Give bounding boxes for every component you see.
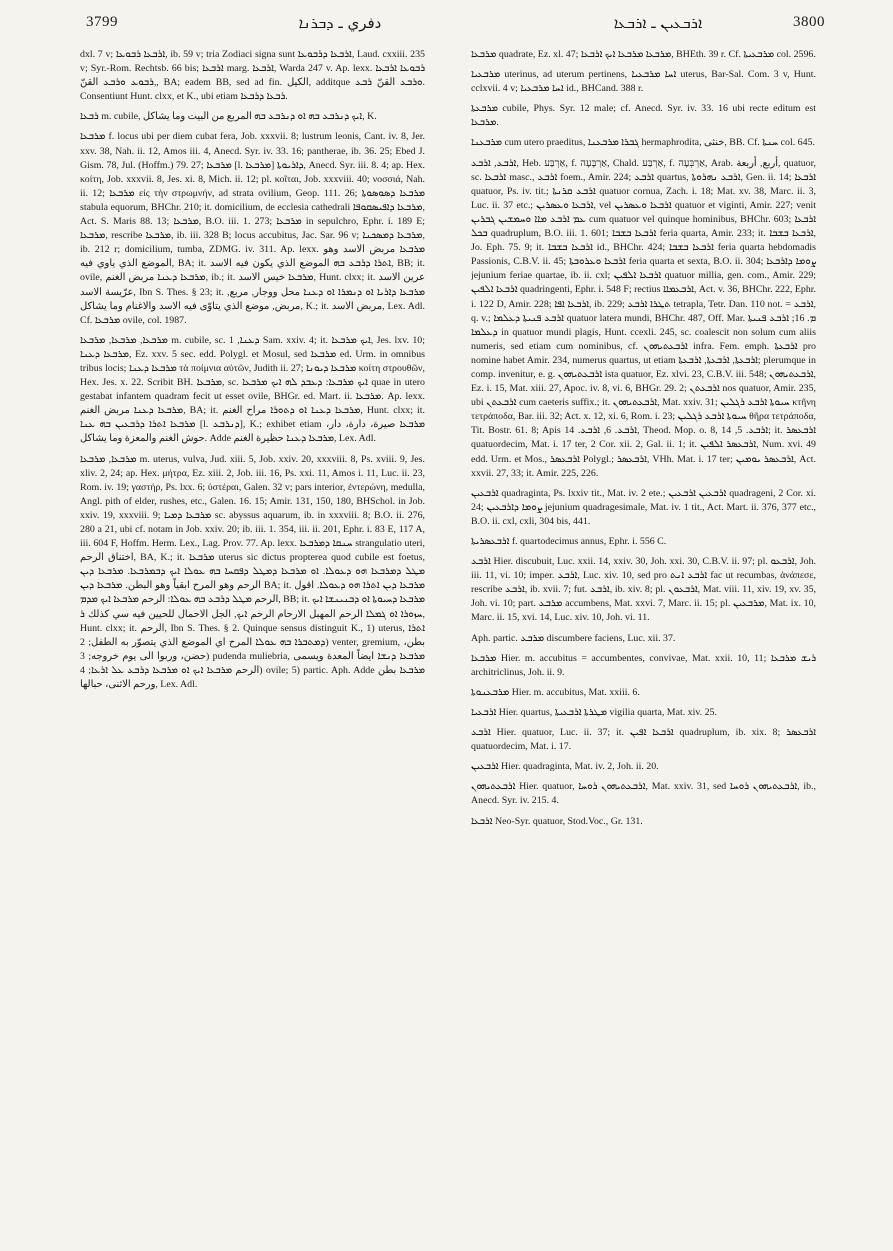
entry-paragraph: ܐܪܒܥ Hier. discubuit, Luc. xxii. 14, xxiv. 30, Joh. xxi. 30, C.B.V. ii. 97; pl. ܐܪܒܥܘ, Joh. iii. 11, vi. 10; imper. ܐܪܒܥ, Luc. xiv. 10, sed pro ܐܪܒܥ ܐܢܬ fac ut recumbas, ἀνάπεσε, rescribe ܐܪܒܥ, ib. xvii. 7; fut. ܐܪܒܥ, ib. xiv. 8; pl. ܐܪܒܥܘܢ, Mat. viii. 11, xiv. 19, xv. 35, Joh. vi. 10; part. ܡܪܒܥ accumbens, Mat. xxvi. 7, Marc. ii. 15; pl. ܡܪܒܥܝܢ, Mat. ix. 10, Marc. ii. 15, xvi. 14, Luc. xiv. 10, Joh. vi. 11. <box>471 556 816 624</box>
entry-paragraph: ܡܪܒܥܐ, ܡܪܒܥܐ m. uterus, vulva, Jud. xiii. 5, Job. xxiv. 20, xxxviii. 8, Ps. xviii. 9, Jes. xliv. 2, 24; ap. Hex. μήτρα, Ez. xiii. 2, Job. iii. 16, Ps. xxi. 11, Amos i. 11, Luc. ii. 23, Rom. iv. 19; γαστήρ, Ps. lxx. 6; ὑστέραι, Galen. 32 v; pars interior, ἐντερώνη, medulla, Angl. pith of elder, rushes, etc., Galen. 16. 15; Amir. 131, 150, 180, BHSchol. in Job. xxiv. 19, xxxviii. 9; ܡܪܒܥܐ ܕܡܝܐ sc. abyssus aquarum, ib. in xxxviii. 8; B.O. ii. 276, 280 a 21, ubi cf. notam in Job. xxiv. 20; ib. iii. 1. 354, iii. ii. 201, Ephr. i. 83 E, 117 A, iii. 604 F, Hoffm. Herm. Lex., Lag. Prov. 77. Ap. lexx. ܚܢܩܐ ܕܡܪܒܥܐ strangulatio uteri, اختناق الرحم, BA, K.; it. ܡܪܒܥܐ uterus sic dictus propterea quod cubile est foetus, ܡܛܠ ܕܡܪܒܥܐ ܗܘ ܕܥܘܠܐ. ܐܘ ܡܪܒܥܐ ܕܡܛܠ ܕܦܩܚܐ ܒܗ ܥܘܠܐ ܐܝܟ ܕܒܡܪܒܥܐ. ܡܪܒܥܐ ܕܝܢ الرحم وهو المرح ابقياً وهو البطن. ܡܪܒܥܐ ܕܝܢ BA; it. ܡܪܒܥܐ ܕܝܢ ܐܬܪܐ ܗܘ ܕܥܘܠܐ. اقول الرحم ܡܛܠ ܕܪܒܥ ܒܗ ܥܘܠܐ: الرحم ܡܪܒܥܐ ܐܝܟ ܡܕܡ, BB; it. ܡܪܒܥܐ ܕܚܝܘܬܐ ܐܘ ܕܒܢܝܢܫܐ ܐܝܟ ܚܙܘܪܐ ܐܘ ܓܡܠܐ الرحم المهبل الارحام الرحم ܐܝܟ, الجل الاحمال للحيين فيه سي كذلك ܪ, Hunt. clxx; it. الرحم, Ibn S. Thes. § 2. Quinque sensus distinguit K., 1) uterus, ܐܬܪܐ ܕܡܬܒܪܐ ܒܗ ܥܘܠܐ المرح اي الموضع الذي يتصوّر به الطفل; 2) venter, gremium, بطن، حضن، وربوا الى يوم خروجه; 3) pudenda muliebria, ܡܪܒܥܐ ܕܢܫܐ ايضاً المعدة ويسمى الرحم ܡܪܒܥܐ ܐܝܟ ܐܘ ܡܪܒܥܐ ܕܪܒܥ ܥܠ ܐܪܥܐ; 4) ovile; 5) partic. Aph. Adde ܡܪܒܥܐ بطن ورحم الاثنى، حبالها, Lex. Adl. <box>80 453 425 691</box>
entry-paragraph: ܐܪܒܥܝܢ quadraginta, Ps. lxxiv tit., Mat. iv. 2 ete.; ܐܪܒܥܝܢ ܐܪܒܥܝܢ quadrageni, 2 Cor. xi. 24; ܨܘܡܐ ܕܐܪܒܥܝܢ jejunium quadragesimale, Mat. iv. 1 tit., Act. Mart. ii. 376, 377 etc., B.O. ii. cxl, cxli, 304 bis, 441. <box>471 487 816 527</box>
entry-paragraph: ܐܪܒܥ, ܐܪܒܥ, Heb. אַרְבַּע, f. אַרְבָּעָה, Chald. אַרְבַּע, f. אַרְבְּעָה, Arab. أربع, أربعة, quatuor, sc. ܐܪܒܥܐ masc., ܐܪܒܥ foem., Amir. 224; ܐܪܒܥ quartus, ܐܪܒܥ ܢܗܪܘܬܐ, Gen. ii. 14; ܐܪܒܥܐ quatuor, Ps. iv. tit.; ܐܪܒܥ ܩܪܢܬܐ quatuor cornua, Zach. i. 18; Mat. xv. 38, Marc. ii. 3, Luc. ii. 37 etc.; ܐܪܒܥܐ ܘܥܣܪܝܢ, vel ܐܪܒܥܐ ܘܥܣܪܝܢ quatuor et viginti, Amir. 227; venit ܥܡ ܐܪܒܥ ܡܐܐ ܘܚܡܫܝܢ ܓܒܪܝܢ cum quatuor vel quinque hominibus, BHChr. 603; ܐܪܒܥܐ ܒܟܠ quadruplum, B.O. iii. 1. 601; ܐܪܒܥܐ ܒܫܒܐ feria quarta, Amir. 233; it. ܐܪܒܥܐ ܒܫܒܐ, Jo. Eph. 75. 9; it. ܐܪܒܥܐ ܒܫܒܐ id., BHChr. 424; ܐܪܒܥܐ ܒܫܒܐ feria quarta hebdomadis Passionis, C.B.V. ii. 45; ܐܪܒܥܐ ܘܥܪܘܒܬܐ feria quarta et sexta, B.O. ii. 304; ܨܘܡܐ ܕܐܪܒܥܐ jejunium feriae quartae, ib. ii. cxl; ܐܪܒܥܐ ܐܠܦܝܢ quatuor millia, gen. com., Amir. 229; ܐܪܒܥܐ ܐܠܦܝܢ quadringenti, Ephr. i. 548 F; rectius ܐܪܒܥܡܐܐ, Act. v. 36, BHChr. 222, Ephr. i. 122 D, Amir. 228; ܐܪܒܥܐ ܐܦܐ, ib. 229; ܬܛܪܐ ܐܪܒܥ tetrapla, Tetr. Dan. 110 not. = ܐܪܒܥ, q. v.; ܐܪܒܥ ܦܢܝܬܐ ܕܥܠܡܐ quatuor latera mundi, BHChr. 487, Off. Mar. ܡ. 16; ܐܪܒܥ ܦܢܝܬܐ ܕܥܠܡܐ in quatuor mundi plagis, Hunt. ccexli. 245, sc. coalescit non solum cum aliis numeris, sed etiam cum nominibus, cf. ܐܪܒܥܬܝܗܘܢ infra. Fem. emph. ܐܪܒܥܬܐ pro nomine habet Amir. 234, numerus quartus, ut etiam ܐܪܒܥܬܐ, ܐܪܒܥܬܐ, ܐܪܒܥܬܐ; plerumque in comp. invenitur, e. g. ܐܪܒܥܬܝܗܘܢ ista quatuor, Ez. xlvi. 23, C.B.V. iii. 548; ܐܪܒܥܬܝܗܘܢ, Ez. i. 15, Mat. xiii. 27, Apoc. iv. 8, vi. 6, BHGr. 29. 2; ܐܪܒܥܬܢ nos quatuor, Amir. 235, ubi ܐܪܒܥܬܢ cum caeteris suffix.; it. ܐܪܒܥܬܝܗܘܢ, Mat. xxiv. 31; ܚܝܘܬܐ ܐܪܒܥ ܪܓܠܝܢ κτῆνη τετράποδα, Bar. iii. 32; Act. x. 12, xi. 6, Rom. i. 23; ܚܝܘܬܐ ܐܪܒܥ ܪܓܠܝܢ θῆρα τετράποδα, Tit. Bostr. 61. 8; Apis ܐܪܒܥ. 6, ܐܪܒܥ. 14, Theod. Mop. o. 8, ܐܪܒܥ. 5, 14; it. ܐܪܒܥܣܪ quatuordecim, Mat. i. 17 ter, 2 Cor. xii. 2, Gal. ii. 1; it. ܐܪܒܥܣܪ ܐܠܦܝܢ, Num. xvi. 49 edd. Urm. et Mos., ܐܪܒܥܣܪ Polygl.; ܐܪܒܥܣܪ, VHh. Mat. i. 17 ter; ܐܪܒܥܣܪ ܝܘܡܝܢ, Act. xxvii. 27, 33; it. Amir. 225, 226. <box>471 157 816 479</box>
entry-paragraph: ܐܪܒܥ Hier. quatuor, Luc. ii. 37; it. ܐܪܒܥܐ ܐܦܝܢ quadruplum, ib. xix. 8; ܐܪܒܥܣܪ quatuordecim, Mat. i. 17. <box>471 727 816 753</box>
entry-paragraph: ܡܪܒܥܢܐ cum utero praeditus, ܓܒܪܐ ܡܪܒܥܢܐ hermaphrodita, خنثى, BB. Cf. ܚܢܬܐ col. 645. <box>471 137 815 149</box>
entry-paragraph: ܐܪܒܥܝܐ Hier. quartus, ܡܛܪܬܐ ܐܪܒܥܝܬܐ vigilia quarta, Mat. xiv. 25. <box>471 706 717 718</box>
left-running-head: دفري ـ ܕܒܪܢܐ <box>298 14 382 32</box>
entry-paragraph: ܡܪܒܥܐ, ܡܪܒܥܐ, ܡܪܒܥܐ m. cubile, sc. ܕܥܢܐ, 1 Sam. xxiv. 4; it. ܐܝܟ ܡܪܒܥܐ, Jes. lxv. 10; ܡܪܒܥܐ ܕܥܢܐ, Ez. xxv. 5 sec. edd. Polygl. et Mosul, sed ܡܪܒܥܐ ed. Urm. in omnibus tribus locis; ܡܪܒܥܐ ܕܥܢܐ τὰ ποίμνια αὐτῶν, Judith ii. 27; ܡܪܒܥܐ ܕܝܘܢܐ κοίτη στρουθῶν, Hex. Jes. x. 22. Scribit BH. ܡܪܒܥܐ, sc. ܐܝܟ ܡܪܒܥܐ: ܕܥܒܕ ܠܗ ܐܝܟ ܡܪܒܥܐ quae in utero gestabat infantem quadram fecit ut esset ovile, BHGr. ed. Mart. ii. ܡܪܒܥܐ. Ap. lexx. ܡܪܒܥܐ ܕܥܢܐ مربض الغنم, BA; it. ܡܪܒܥܐ ܕܥܢܐ ܐܘ ܕܬܘܪܐ مراح الغنم, Hunt. clxx; it. ܡܪܒܥܐ ܐܬܪܐ ܕܪܒܥܝܢ ܒܗ ܥܢܐ [l. ܕܢܪܒܥ], K.; exhibet etiam ܡܪܒܥܐ صيرة، دارة، دار، حوش الغنم والمعزة وما يشاكل. Adde ܡܪܒܥܐ ܕܥܢܐ حظيرة الغنم, Lex. Adl. <box>80 334 425 445</box>
entry-paragraph: ܡܪܒܥܐ f. locus ubi per diem cubat fera, Job. xxxvii. 8; lustrum leonis, Cant. iv. 8, Jer. xxv. 38, Nah. ii. 12, Amos iii. 4, Anecd. Syr. iv. 33. 16; pantherae, ib. 36. 25; Ebed J. Gism. 78, Jul. (Hoffm.) 79. 27; ܡܪܒܥܐ [l. ܡܪܒܥܐ] ܕܐܪܝܘܬܐ, Anecd. Syr. iii. 8. 4; ap. Hex. κοίτη, Job. xxxvii. 8, Jes. xi. 8, Mich. ii. 12; pl. κοῖται, Job. xxxviii. 40; νοσσιά, Nah. ii. 12; ܡܪܒܥܐ εἰς τὴν στρωμνήν, ad strata ovilium, Geop. 111. 26; ܡܪܒܥܐ ܕܣܘܣܘܬܐ stabula equorum, BHChr. 210; it. domicilium, de ecclesia cathedrali ܡܪܒܥܐ ܕܐܦܝܣܩܘܦܐ, Act. S. Maris 88. 13; ܡܪܒܥܐ, B.O. iii. 1. 273; ܡܪܒܥܐ in sepulchro, Ephr. i. 189 E; ܡܪܒܥܐ, rescribe ܡܪܒܥܐ, ib. iii. 328 B; locus accubitus, Jac. Sar. 96 v; ܡܪܒܥܐ ܕܡܣܟܢܐ, ib. 212 r; domicilium, tumba, ZDMG. iv. 311. Ap. lexx. ܡܪܒܥܐ مربض الاسد وهو الموضع الذي ياوي فيه, BA; it. ܐܬܪܐ ܕܪܒܥ ܒܗ الموضع الذي يكون فيه الاسد, BB; it. ovile, ܡܪܒܥܐ ܕܥܢܐ مربض الغنم, ib.; it. ܡܪܒܥܐ خيس الاسد, Hunt. clxx; it. عرين الاسد عرّيسة الاسد, Ibn S. Thes. § 23; it. ܡܪܒܥܐ ܕܐܪܝܐ ܐܘ ܕܢܡܪܐ ܐܘ ܕܥܢܐ محل ووجار, مربع, مربض, موضع الذي يتاوّى فيه الاسد والاغنام وما يشاكل, K.; it. مربض الاسد, Lex. Adl. Cf. ܡܪܒܥܐ ovile, col. 1987. <box>80 131 425 326</box>
right-column <box>471 48 816 1233</box>
right-running-head: ܐܪܒܥܝܢ ـ ܐܪܒܥܐ <box>613 14 703 32</box>
entry-paragraph: ܐܪܒܥܬܝܗܘܢ Hier. quatuor, ܐܪܒܥܬܝܗܘܢ ܪܘܚܐ, Mat. xxiv. 31, sed ܐܪܒܥܬܝܗܘܢ ܪܘܚܐ, ib., Anecd. Syr. iv. 215. 4. <box>471 781 816 807</box>
entry-paragraph: Aph. partic. ܡܪܒܥ discumbere faciens, Luc. xii. 37. <box>471 632 676 644</box>
left-column <box>80 48 425 1233</box>
entry-paragraph: ܡܪܒܥܬܐ cubile, Phys. Syr. 12 male; cf. Anecd. Syr. iv. 33. 16 ubi recte editum est ܡܪܒܥܐ. <box>471 103 816 129</box>
entry-paragraph: ܐܪܒܥܐ Neo-Syr. quatuor, Stod.Voc., Gr. 131. <box>471 815 643 827</box>
entry-paragraph: ܡܪܒܥܢܘܬܐ Hier. m. accubitus, Mat. xxiii. 6. <box>471 686 640 698</box>
entry-paragraph: ܪܒܥܐ m. cubile, ܐܝܟ ܕܢܪܒܥ ܒܗ ܐܘ ܕܢܪܒܥ ܒܗ المربع من البيت وما يشاكل, K. <box>80 111 377 123</box>
entry-paragraph: ܐܪܒܥܣܪܝܬܐ f. quartodecimus annus, Ephr. i. 556 C. <box>471 536 667 547</box>
entry-paragraph: ܡܪܒܥܐ quadrate, Ez. xl. 47; ܡܪܒܥܐ ܡܪܒܥܐ ܐܝܟ ܐܪܒܥܐ, BHEth. 39 r. Cf. ܡܪܒܥܝܬܐ col. 2596. <box>471 49 816 60</box>
entry-paragraph: ܡܪܒܥܝܐ uterinus, ad uterum pertinens, ܐܚܐ ܡܪܒܥܝܐ uterus, Bar-Sal. Com. 3 v, Hunt. cclxvii. 4 v; ܐܚܐ ܡܪܒܥܝܐ id., BHCand. 388 r. <box>471 69 816 95</box>
entry-paragraph: ܐܪܒܥܝܢ Hier. quadraginta, Mat. iv. 2, Joh. ii. 20. <box>471 761 659 773</box>
entry-paragraph: dxl. 7 v; ܐܪܒܥܐ ܪܒܘܥܐ, ib. 59 v; tria Zodiaci signa sunt ܐܪܒܥܐ ܕܪܒܘܥܐ, Laud. cxxiii. 235 v; Syr.-Rom. Rechtsb. 66 bis; ܐܪܒܥܐ marg. ܐܪܒܥܐ, Warda 247 v. Ap. lexx. ܪܒܘܥܐ ܐܪܒܥܐ ,ܪܒܘܥ ܘܪܒܥ القنّ, BA; eadem BB, sed ad fin. الكيل, additque ܘܪܒܥ القنّ ܪܒܥ. Consentiunt Hunt. clxx, et K., ubi etiam ܪܒܥܐ ܕܪܒܥܐ. <box>80 49 425 103</box>
right-page-number: 3800 <box>793 14 825 30</box>
left-page-number: 3799 <box>86 14 118 30</box>
entry-paragraph: ܡܪܒܥܐ Hier. m. accubitus = accumbentes, convivae, Mat. xxii. 10, 11; ܪܝܫ ܡܪܒܥܐ architriclinus, Joh. ii. 9. <box>471 652 816 678</box>
